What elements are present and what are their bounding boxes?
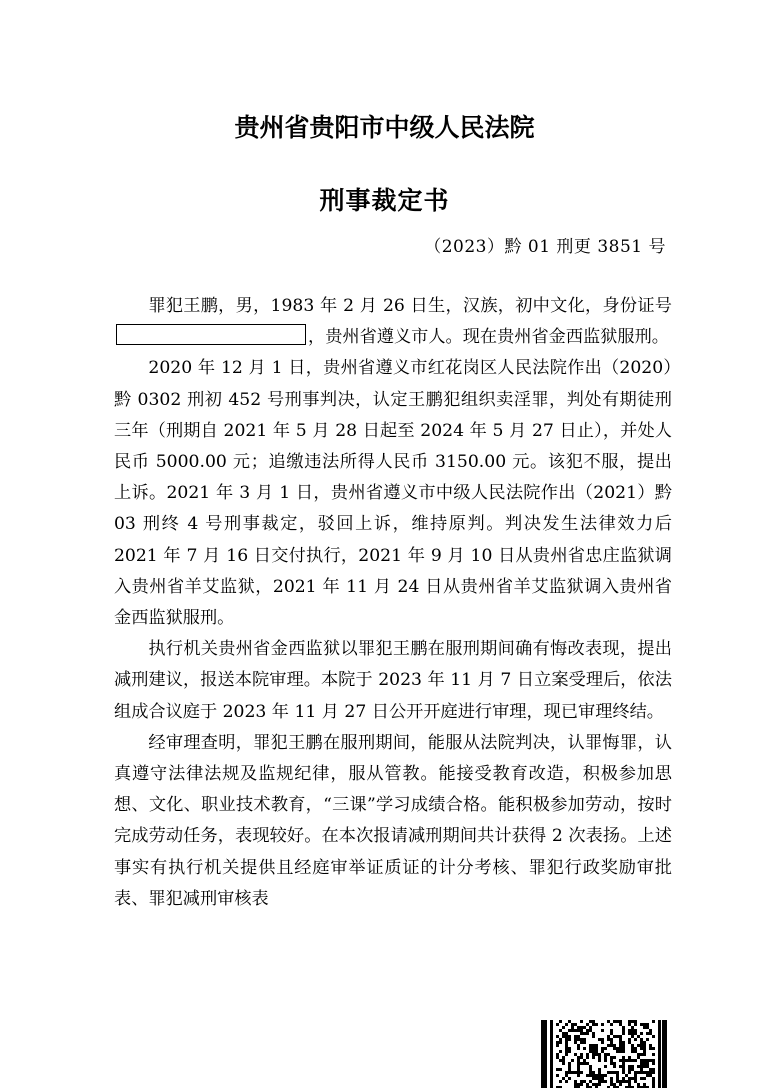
redacted-id-number — [116, 324, 306, 345]
defendant-info-text: 罪犯王鹏，男，1983 年 2 月 26 日生，汉族，初中文化，身份证号 — [148, 296, 672, 316]
document-title: 刑事裁定书 — [319, 186, 450, 215]
paragraph-defendant-info — [114, 291, 672, 353]
document-body — [114, 291, 672, 915]
paragraph-findings: 经审理查明，罪犯王鹏在服刑期间，能服从法院判决，认罪悔罪，认真遵守法律法规及监规纪律，服从管教。能接受教育改造，积极参加思想、文化、职业技术教育，“三课”学习成绩合格。能积极参加劳动，按时完成劳动任务，表现较好。在本次报请减刑期间共计获得 2 次表扬。上述事实有执行机关提供且经庭审举证质证的计分考核、罪犯行政奖励审批表、罪犯减刑审核表 — [114, 732, 672, 909]
court-name: 贵州省贵阳市中级人民法院 — [234, 113, 535, 142]
defendant-info-text-cont: ，贵州省遵义市人。现在贵州省金西监狱服刑。 — [308, 327, 669, 348]
case-number: （2023）黔 01 刑更 3851 号 — [424, 237, 666, 257]
paragraph-case-history: 2020 年 12 月 1 日，贵州省遵义市红花岗区人民法院作出（2020）黔 0302 刑初 452 号刑事判决，认定王鹏犯组织卖淫罪，判处有期徒刑三年（刑期自 2021 年 5 月 28 日起至 2024 年 5 月 27 日止），并处人民币 5000.00 元；追缴违法所得人民币 3150.00 元。该犯不服，提出上诉。2021 年 3 月 1 日，贵州省遵义市中级人民法院作出（2021）黔 03 刑终 4 号刑事裁定，驳回上诉，维持原判。判决发生法律效力后 2021 年 7 月 16 日交付执行，2021 年 9 月 10 日从贵州省忠庄监狱调入贵州省羊艾监狱，2021 年 11 月 24 日从贵州省羊艾监狱调入贵州省金西监狱服刑。 — [114, 358, 672, 629]
qr-code-icon — [541, 1020, 667, 1088]
paragraph-proceedings: 执行机关贵州省金西监狱以罪犯王鹏在服刑期间确有悔改表现，提出减刑建议，报送本院审理。本院于 2023 年 11 月 7 日立案受理后，依法组成合议庭于 2023 年 11 月 27 日公开开庭进行审理，现已审理终结。 — [114, 639, 672, 722]
